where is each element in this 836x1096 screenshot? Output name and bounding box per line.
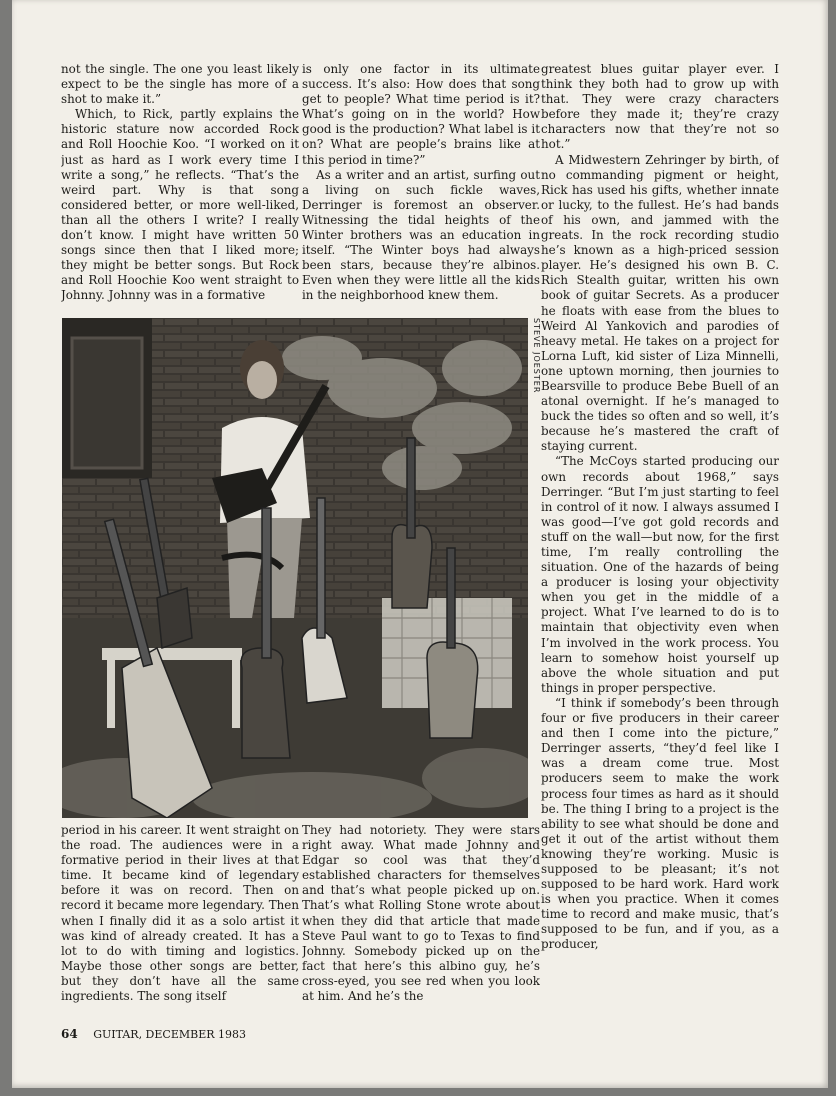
guitarist-photo <box>62 318 528 818</box>
issue-line: GUITAR, DECEMBER 1983 <box>93 1028 247 1041</box>
paragraph: “I think if somebody’s been through four or five producers in their career and then I come into the picture,” Derringer asserts, “they’d feel like I was a dream come true. Most producers seem to make the work process four times as hard as it should be. The thing I bring to a project is the ability to see what should be done and get it out of the artist without them knowing they’re working. Music is supposed to be pleasant; it’s not supposed to be hard work. Hard work is when you practice. When it comes time to record and make music, that’s supposed to be fun, and if you, as a producer, <box>541 695 779 952</box>
paragraph: “The McCoys started producing our own records about 1968,” says Derringer. “But I’m just starting to feel in control of it now. I always assumed I was good—I’ve got gold records and stuff on the wall—but now, for the first time, I’m really controlling the situation. One of the hazards of being a producer is losing your objectivity when you get in the middle of a project. What I’ve learned to do is to maintain that objectivity even when I’m involved in the work process. You learn to somehow hoist yourself up above the whole situation and put things in proper perspective. <box>541 454 779 695</box>
photo-illustration <box>62 318 528 818</box>
text-column-3 <box>541 62 779 1012</box>
paragraph: not the single. The one you least likely expect to be the single has more of a shot to make it.” <box>61 62 299 107</box>
magazine-page <box>12 0 828 1088</box>
paragraph: greatest blues guitar player ever. I think they both had to grow up with that. They were crazy characters before they made it; they’re crazy characters now that they’re not so hot.” <box>541 62 779 152</box>
paragraph: They had notoriety. They were stars right away. What made Johnny and Edgar so cool was that they’d established characters for themselves and that’s what people picked up on. That’s what Rolling Stone wrote about when they did that article that made Steve Paul want to go to Texas to find Johnny. Somebody picked up on the fact that here’s this albino guy, he’s cross-eyed, you see red when you look at him. And he’s the <box>302 823 540 1004</box>
text-column-4 <box>61 823 299 1018</box>
text-column-1 <box>61 62 299 312</box>
paragraph: Which, to Rick, partly explains the historic stature now accorded Rock and Roll Hoochie Koo. “I worked on it just as hard as I work every time I write a song,” he reflects. “That’s the weird part. Why is that song considered better, or more well-liked, than all the others I write? I really don’t know. I might have written 50 songs since then that I liked more; they might be better songs. But Rock and Roll Hoochie Koo went straight to Johnny. Johnny was in a formative <box>61 107 299 303</box>
paragraph: As a writer and an artist, surfing out a living on such fickle waves, Derringer is foremost an observer. Witnessing the tidal heights of the Winter brothers was an education in itself. “The Winter boys had always been stars, because they’re albinos. Even when they were little all the kids in the neighborhood knew them. <box>302 167 540 303</box>
text-column-5 <box>302 823 540 1018</box>
paragraph: A Midwestern Zehringer by birth, of no commanding pigment or height, Rick has used his gifts, whether innate or lucky, to the fullest. He’s had bands of his own, and jammed with the greats. In the rock recording studio he’s known as a high-priced session player. He’s designed his own B. C. Rich Stealth guitar, written his own book of guitar Secrets. As a producer he floats with ease from the blues to Weird Al Yankovich and parodies of heavy metal. He takes on a project for Lorna Luft, kid sister of Liza Minnelli, one uptown morning, then journies to Bearsville to produce Bebe Buell of an atonal overnight. If he’s managed to buck the tides so often and so well, it’s because he’s mastered the craft of staying current. <box>541 152 779 454</box>
paragraph: is only one factor in its ultimate success. It’s also: How does that song get to people? What time period is it? What’s going on in the world? How good is the production? What label is it on? What are people’s brains like at this period in time?” <box>302 62 540 167</box>
page-number: 64 <box>61 1027 78 1041</box>
photo-credit: STEVE JOESTER <box>532 318 541 394</box>
page-footer <box>61 1027 246 1041</box>
paragraph: period in his career. It went straight on the road. The audiences were in a formative period in their lives at that time. It became kind of legendary before it was on record. Then on record it became more legendary. Then when I finally did it as a solo artist it was kind of already created. It has a lot to do with timing and logistics. Maybe those other songs are better, but they don’t have all the same ingredients. The song itself <box>61 823 299 1004</box>
text-column-2 <box>302 62 540 312</box>
